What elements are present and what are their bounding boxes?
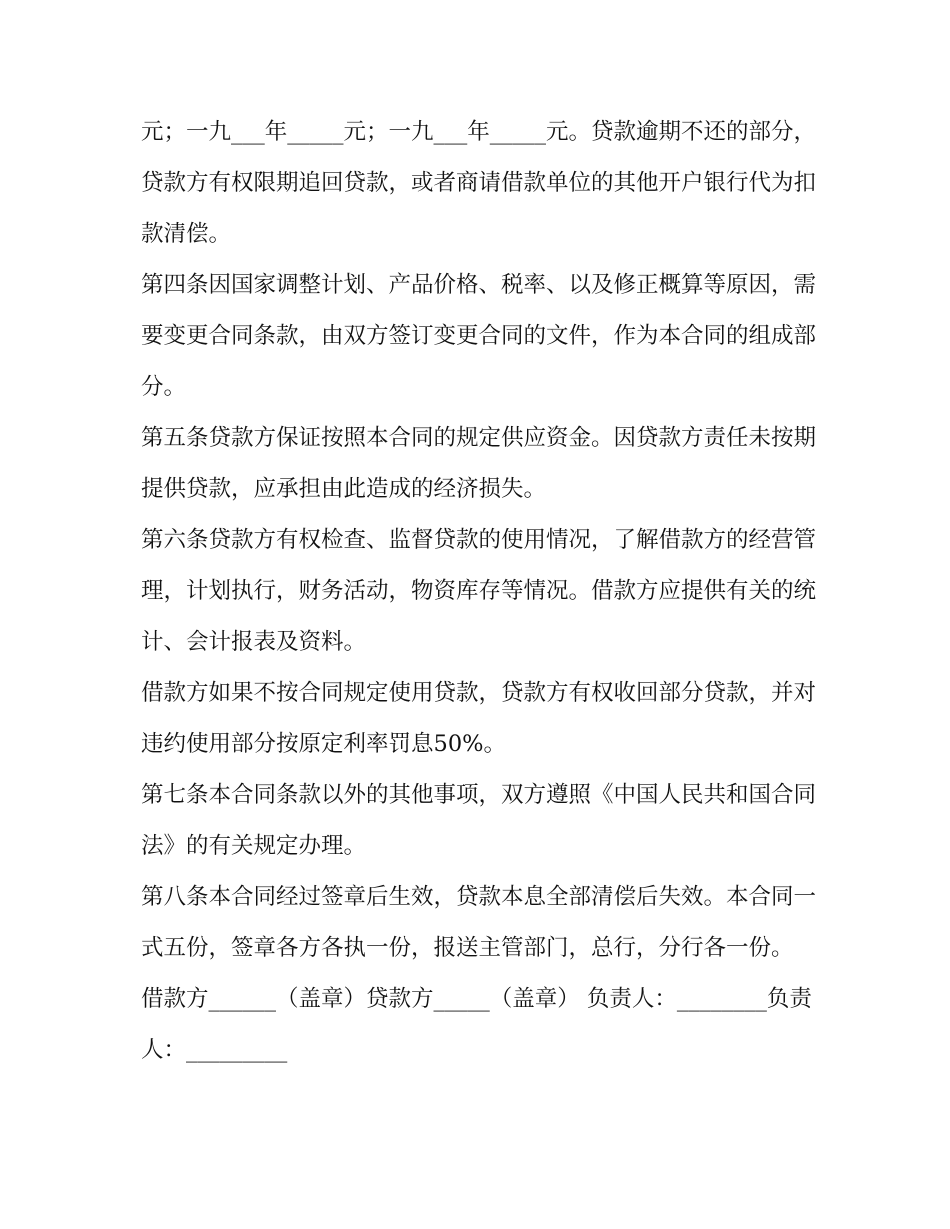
- paragraph-article-5: 第五条贷款方保证按照本合同的规定供应资金。因贷款方责任未按期提供贷款，应承担由此造成的经济损失。: [141, 425, 817, 502]
- paragraph-article-8: 第八条本合同经过签章后生效，贷款本息全部清偿后失效。本合同一式五份，签章各方各执一份，报送主管部门，总行，分行各一份。: [141, 884, 817, 961]
- paragraph-repayment-overdue: 元；一九___年_____元；一九___年_____元。贷款逾期不还的部分，贷款方有权限期追回贷款，或者商请借款单位的其他开户银行代为扣款清偿。: [141, 119, 817, 247]
- paragraph-article-4: 第四条因国家调整计划、产品价格、税率、以及修正概算等原因，需要变更合同条款，由双方签订变更合同的文件，作为本合同的组成部分。: [141, 272, 817, 400]
- paragraph-article-7: 第七条本合同条款以外的其他事项，双方遵照《中国人民共和国合同法》的有关规定办理。: [141, 782, 817, 859]
- contract-body: [141, 107, 816, 1076]
- paragraph-article-6: 第六条贷款方有权检查、监督贷款的使用情况，了解借款方的经营管理，计划执行，财务活动，物资库存等情况。借款方应提供有关的统计、会计报表及资料。: [141, 527, 817, 655]
- paragraph-penalty: 借款方如果不按合同规定使用贷款，贷款方有权收回部分贷款，并对违约使用部分按原定利率罚息50%。: [141, 680, 817, 757]
- signature-line: 借款方______（盖章）贷款方_____（盖章） 负责人：________负责人：_________: [141, 986, 812, 1063]
